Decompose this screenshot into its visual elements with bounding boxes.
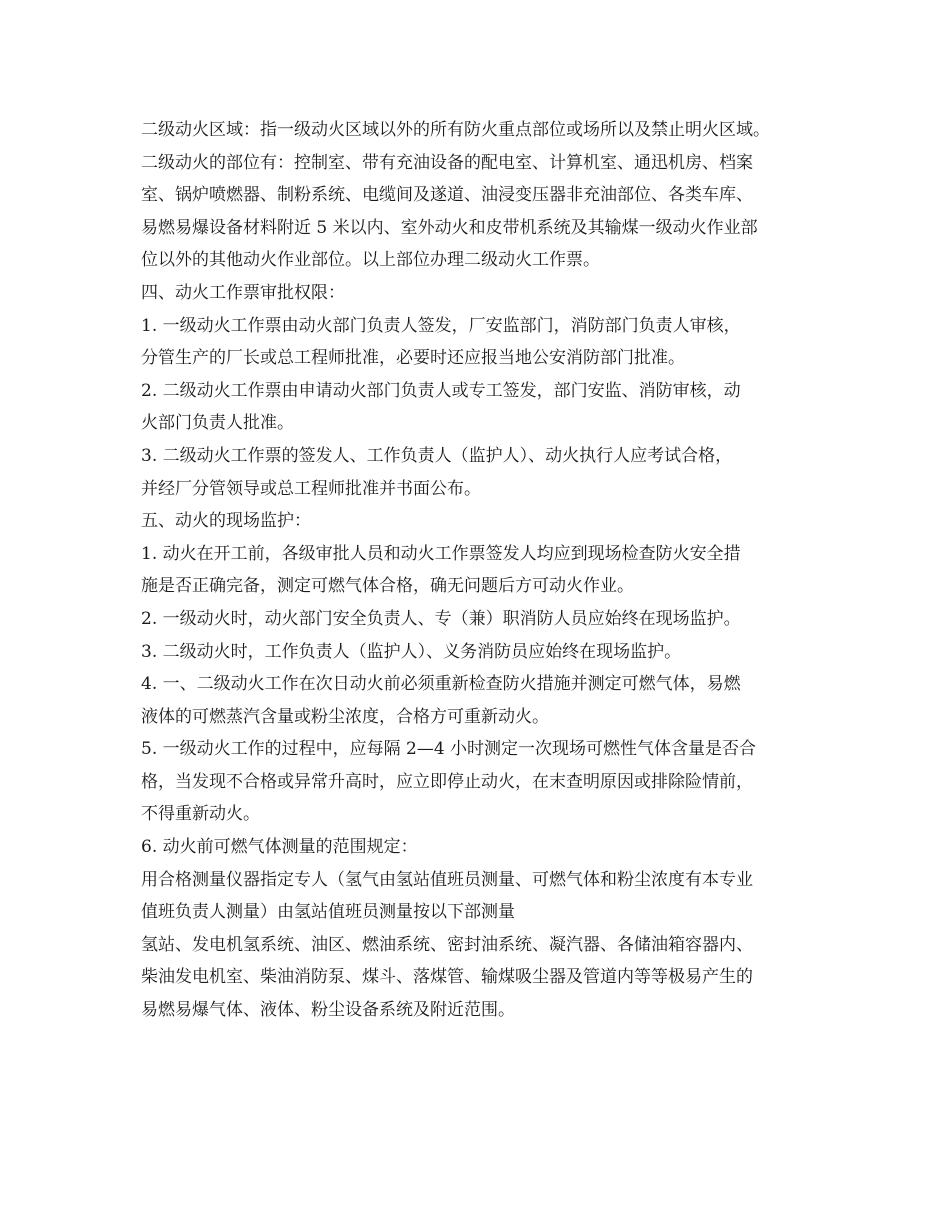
text-line: 二级动火区域：指一级动火区域以外的所有防火重点部位或场所以及禁止明火区域。	[141, 120, 770, 140]
text-line: 5. 一级动火工作的过程中，应每隔 2—4 小时测定一次现场可燃性气体含量是否合	[141, 739, 757, 760]
text-line: 并经厂分管领导或总工程师批准并书面公布。	[141, 478, 481, 499]
text-line: 3. 二级动火工作票的签发人、工作负责人（监护人）、动火执行人应考试合格，	[141, 445, 733, 466]
section-heading: 五、动火的现场监护：	[141, 511, 311, 532]
section-heading: 四、动火工作票审批权限：	[141, 282, 345, 303]
text-line: 2. 一级动火时，动火部门安全负责人、专（兼）职消防人员应始终在现场监护。	[141, 608, 741, 629]
text-line: 氢站、发电机氢系统、油区、燃油系统、密封油系统、凝汽器、各储油箱容器内、	[141, 934, 753, 955]
text-line: 分管生产的厂长或总工程师批准，必要时还应报当地公安消防部门批准。	[141, 348, 685, 369]
text-line: 易燃易爆气体、液体、粉尘设备系统及附近范围。	[141, 1000, 515, 1021]
text-line: 室、锅炉喷燃器、制粉系统、电缆间及遂道、油浸变压器非充油部位、各类车库、	[141, 185, 753, 206]
text-line: 用合格测量仪器指定专人（氢气由氢站值班员测量、可燃气体和粉尘浓度有本专业	[141, 869, 753, 890]
text-line: 易燃易爆设备材料附近 5 米以内、室外动火和皮带机系统及其输煤一级动火作业部	[141, 217, 758, 238]
text-line: 格，当发现不合格或异常升高时，应立即停止动火，在末查明原因或排除险情前，	[141, 771, 753, 792]
text-line: 3. 二级动火时，工作负责人（监护人）、义务消防员应始终在现场监护。	[141, 641, 682, 662]
text-line: 1. 动火在开工前，各级审批人员和动火工作票签发人均应到现场检查防火安全措	[141, 543, 741, 564]
text-line: 二级动火的部位有：控制室、带有充油设备的配电室、计算机室、通迅机房、档案	[141, 152, 753, 173]
document-body	[141, 114, 821, 1027]
text-line: 不得重新动火。	[141, 804, 260, 825]
text-line: 值班负责人测量）由氢站值班员测量按以下部测量	[141, 902, 515, 923]
text-line: 火部门负责人批准。	[141, 413, 294, 434]
text-line: 2. 二级动火工作票由申请动火部门负责人或专工签发，部门安监、消防审核，动	[141, 380, 741, 401]
text-line: 1. 一级动火工作票由动火部门负责人签发，厂安监部门，消防部门负责人审核，	[141, 315, 741, 336]
text-line: 位以外的其他动火作业部位。以上部位办理二级动火工作票。	[141, 250, 600, 271]
text-line: 4. 一、二级动火工作在次日动火前必须重新检查防火措施并测定可燃气体，易燃	[141, 674, 741, 695]
text-line: 6. 动火前可燃气体测量的范围规定：	[141, 837, 418, 858]
text-line: 液体的可燃蒸汽含量或粉尘浓度，合格方可重新动火。	[141, 706, 549, 727]
text-line: 施是否正确完备，测定可燃气体合格，确无问题后方可动火作业。	[141, 576, 634, 597]
text-line: 柴油发电机室、柴油消防泵、煤斗、落煤管、输煤吸尘器及管道内等等极易产生的	[141, 967, 753, 988]
